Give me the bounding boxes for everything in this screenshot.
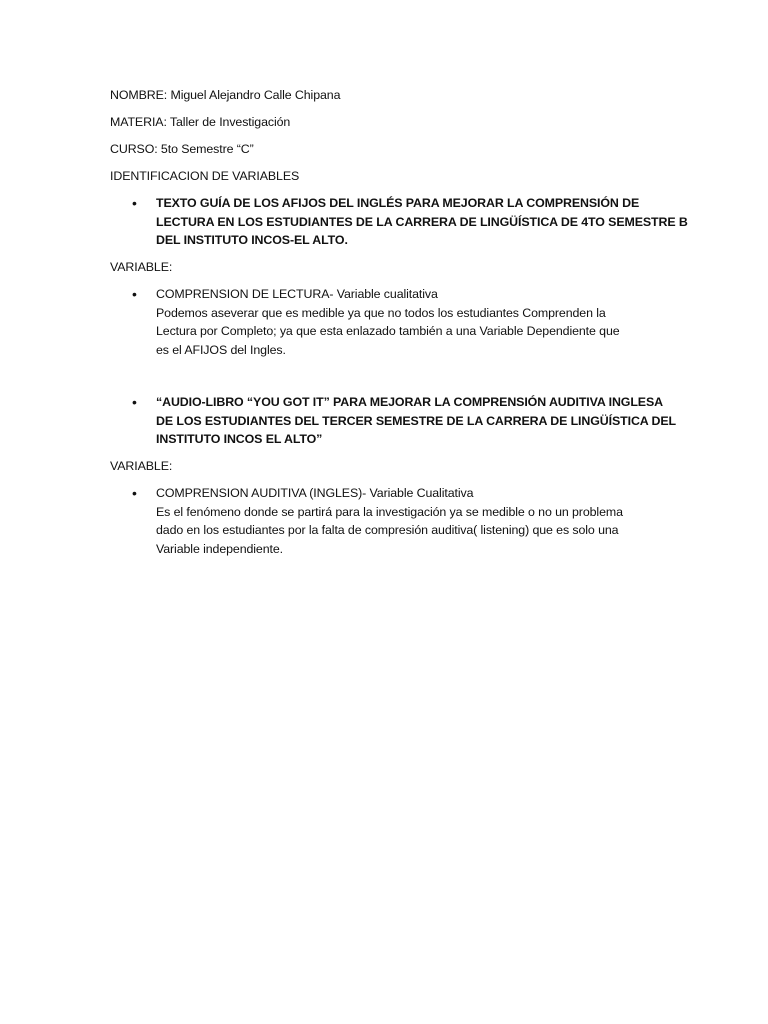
variable-1-block: [156, 285, 676, 359]
variable-2-line: dado en los estudiantes por la falta de compresión auditiva( listening) que es solo una: [156, 523, 619, 537]
topic-1-title: [156, 194, 688, 250]
variable-1-line: Podemos aseverar que es medible ya que no todos los estudiantes Comprenden la: [156, 305, 606, 320]
course: CURSO: 5to Semestre “C”: [110, 142, 254, 156]
section-title: IDENTIFICACION DE VARIABLES: [110, 169, 300, 183]
bullet-icon: •: [132, 485, 137, 501]
variable-label-1: VARIABLE:: [110, 260, 173, 274]
variable-1-line: es el AFIJOS del Ingles.: [156, 342, 286, 357]
variable-2-line: Variable independiente.: [156, 541, 283, 556]
topic-1-line: DEL INSTITUTO INCOS-EL ALTO.: [156, 233, 348, 247]
bullet-icon: •: [132, 195, 137, 211]
topic-2-title: [156, 393, 676, 449]
topic-2-line: INSTITUTO INCOS EL ALTO”: [156, 432, 323, 446]
subject: MATERIA: Taller de Investigación: [110, 115, 291, 129]
bullet-icon: •: [132, 394, 137, 410]
topic-2-line: “AUDIO-LIBRO “YOU GOT IT” PARA MEJORAR LA COMPRENSIÓN AUDITIVA INGLESA: [156, 395, 663, 409]
variable-label-2: VARIABLE:: [110, 459, 173, 473]
variable-2-line: COMPRENSION AUDITIVA (INGLES)- Variable Cualitativa: [156, 486, 474, 500]
topic-1-line: LECTURA EN LOS ESTUDIANTES DE LA CARRERA DE LINGÜÍSTICA DE 4TO SEMESTRE B: [156, 214, 688, 229]
variable-1-line: Lectura por Completo; ya que esta enlazado también a una Variable Dependiente que: [156, 324, 620, 338]
topic-1-line: TEXTO GUÍA DE LOS AFIJOS DEL INGLÉS PARA MEJORAR LA COMPRENSIÓN DE: [156, 196, 640, 210]
topic-2-line: DE LOS ESTUDIANTES DEL TERCER SEMESTRE DE LA CARRERA DE LINGÜÍSTICA DEL: [156, 413, 676, 428]
variable-1-line: COMPRENSION DE LECTURA- Variable cualitativa: [156, 287, 438, 301]
bullet-icon: •: [132, 286, 137, 302]
student-name: NOMBRE: Miguel Alejandro Calle Chipana: [110, 88, 341, 102]
variable-2-block: [156, 484, 676, 558]
variable-2-line: Es el fenómeno donde se partirá para la investigación ya se medible o no un problema: [156, 504, 623, 519]
